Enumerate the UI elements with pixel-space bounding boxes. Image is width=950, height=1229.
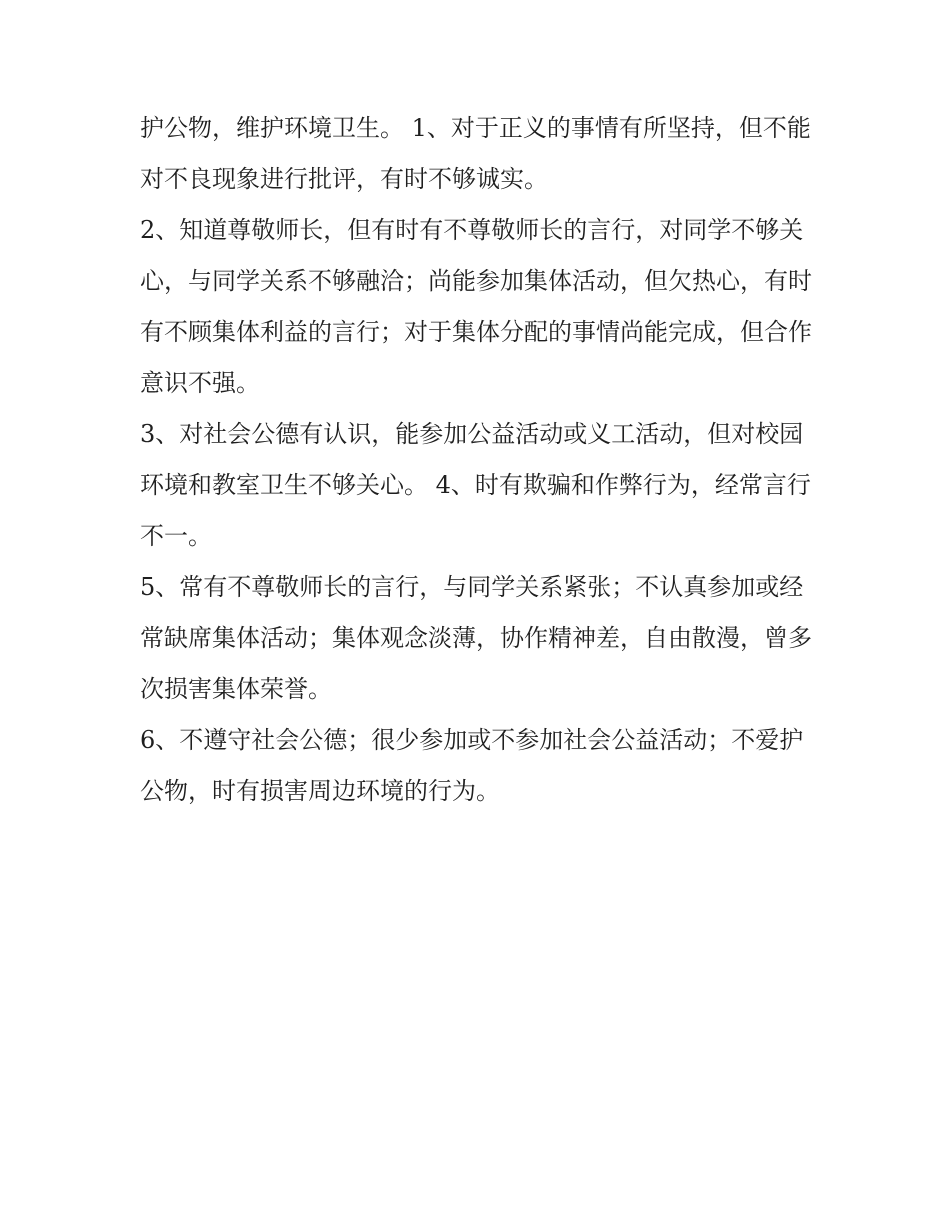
document-body [140,103,815,817]
paragraph-3: 3、对社会公德有认识，能参加公益活动或义工活动，但对校园环境和教室卫生不够关心。 4、时有欺骗和作弊行为，经常言行不一。 [140,420,811,550]
paragraph-1: 护公物，维护环境卫生。 1、对于正义的事情有所坚持，但不能对不良现象进行批评，有时不够诚实。 [140,114,811,193]
paragraph-2: 2、知道尊敬师长，但有时有不尊敬师长的言行，对同学不够关心，与同学关系不够融洽；尚能参加集体活动，但欠热心，有时有不顾集体利益的言行；对于集体分配的事情尚能完成，但合作意识不强。 [140,216,812,397]
paragraph-5: 6、不遵守社会公德；很少参加或不参加社会公益活动；不爱护公物，时有损害周边环境的行为。 [140,726,804,805]
paragraph-4: 5、常有不尊敬师长的言行，与同学关系紧张；不认真参加或经常缺席集体活动；集体观念淡薄，协作精神差，自由散漫，曾多次损害集体荣誉。 [140,573,812,703]
